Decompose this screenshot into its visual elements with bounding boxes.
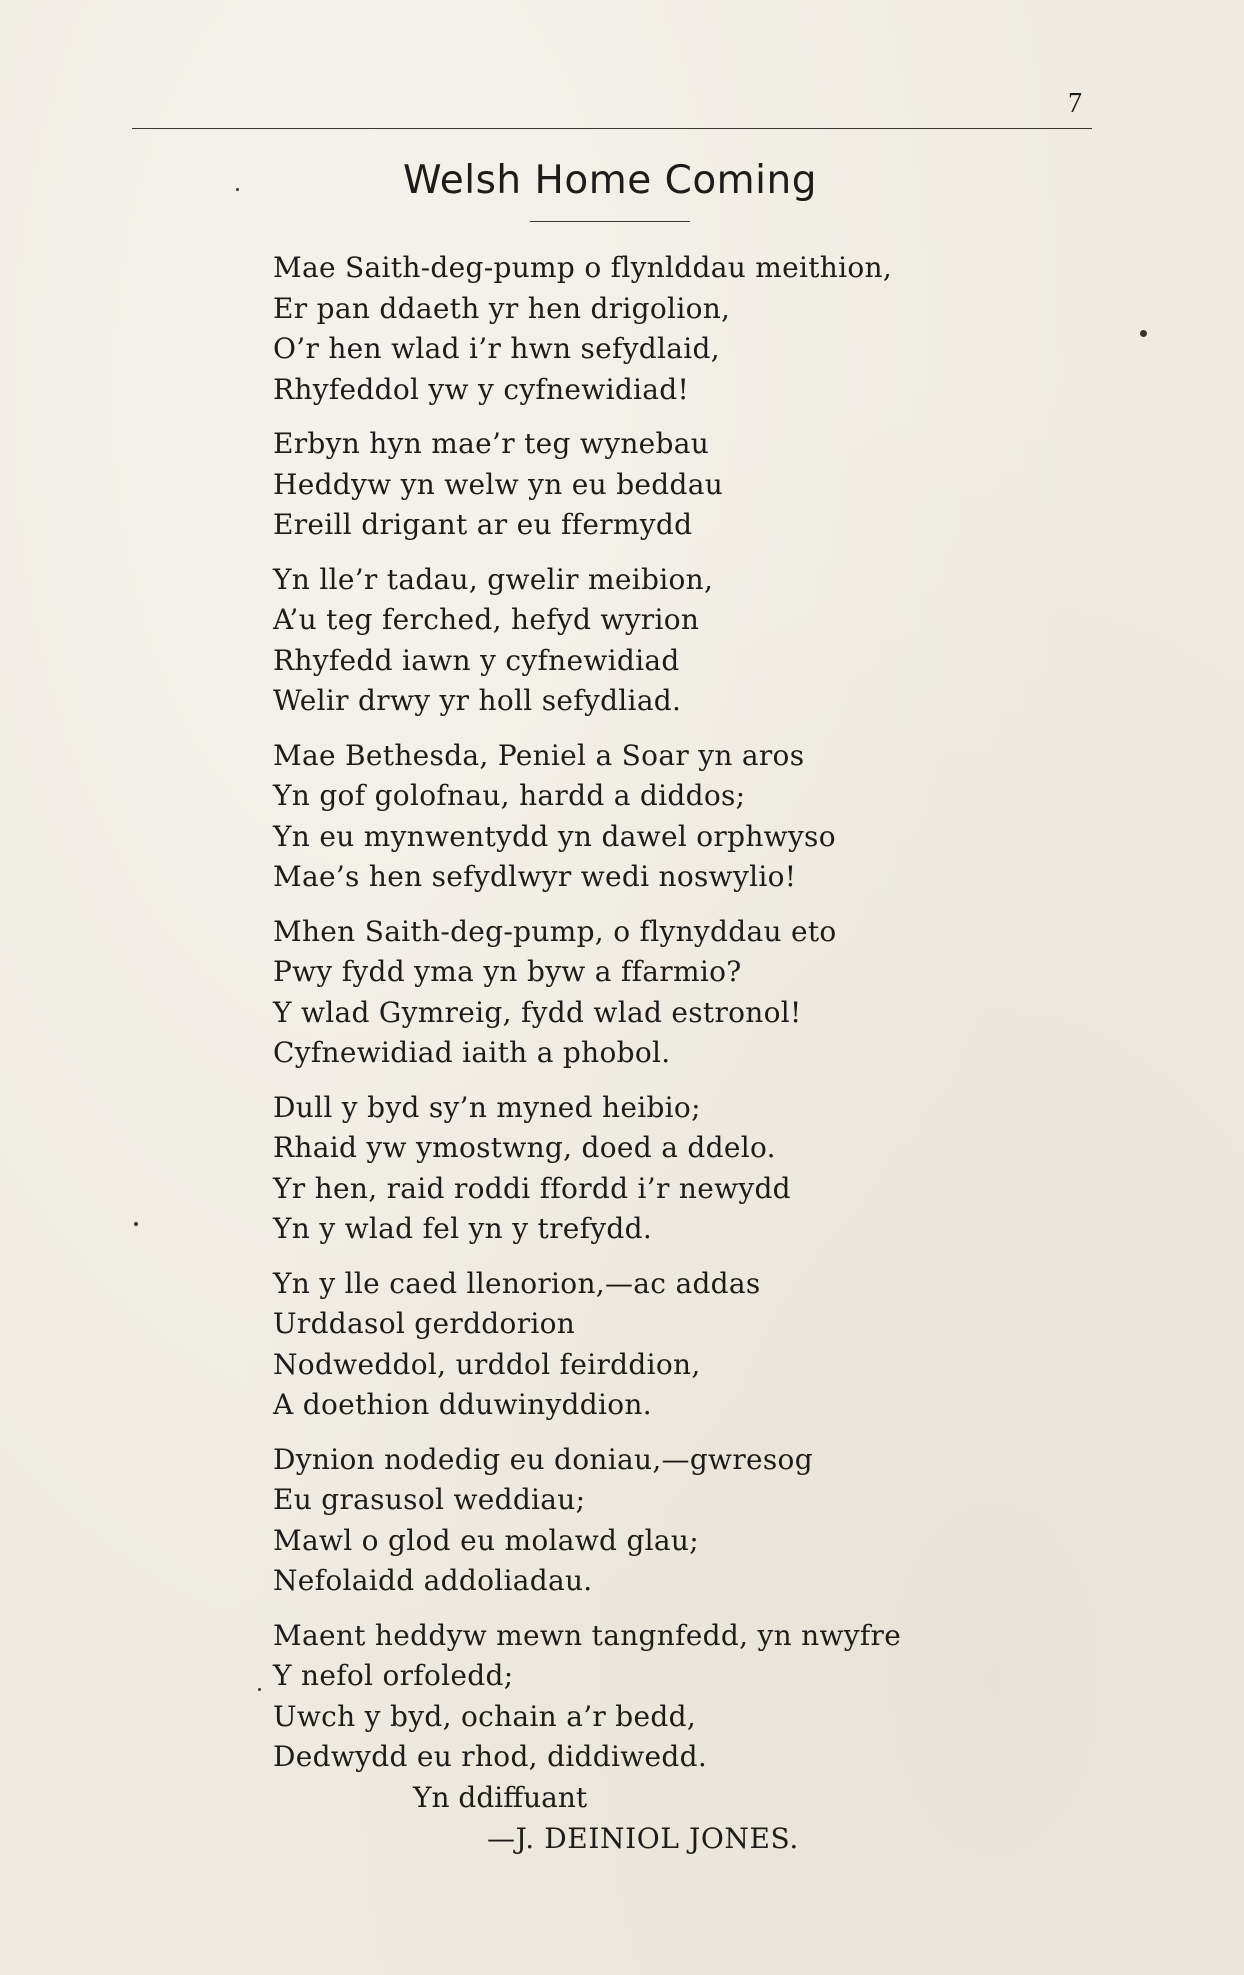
poem-line: Mae Bethesda, Peniel a Soar yn aros xyxy=(273,738,805,772)
poem-line: A doethion dduwinyddion. xyxy=(273,1388,652,1421)
stanza xyxy=(273,1440,1073,1602)
stanza xyxy=(273,912,1073,1074)
poem-line: Yn lle’r tadau, gwelir meibion, xyxy=(273,562,714,596)
closing-line: Yn ddiffuant xyxy=(413,1780,588,1814)
poem-line: Heddyw yn welw yn eu beddau xyxy=(273,467,724,501)
poem-line: Mae’s hen sefydlwyr wedi noswylio! xyxy=(273,860,797,893)
poem-line: Mae Saith-deg-pump o flynlddau meithion, xyxy=(273,251,893,284)
poem-line: Cyfnewidiad iaith a phobol. xyxy=(273,1036,671,1069)
poem-line: Pwy fydd yma yn byw a ffarmio? xyxy=(273,955,742,988)
poem-line: Yn y lle caed llenorion,—ac addas xyxy=(273,1266,761,1300)
stanza xyxy=(273,424,1073,546)
poem-line: Erbyn hyn mae’r teg wynebau xyxy=(273,427,710,460)
title-underline xyxy=(530,221,690,222)
paper-speck xyxy=(134,1222,138,1226)
poem-line: Dynion nodedig eu doniau,—gwresog xyxy=(273,1442,813,1476)
poem-line: Yr hen, raid roddi ffordd i’r newydd xyxy=(273,1171,791,1205)
author-signature: —J. DEINIOL JONES. xyxy=(487,1822,799,1855)
poem-line: Yn gof golofnau, hardd a diddos; xyxy=(273,779,746,812)
poem-line: Mhen Saith-deg-pump, o flynyddau eto xyxy=(273,914,837,948)
poem-line: Mawl o glod eu molawd glau; xyxy=(273,1523,699,1557)
poem-line: Maent heddyw mewn tangnfedd, yn nwyfre xyxy=(273,1618,902,1652)
poem-line: Ereill drigant ar eu ffermydd xyxy=(273,508,693,541)
poem-line: Rhaid yw ymostwng, doed a ddelo. xyxy=(273,1131,776,1164)
poem-body xyxy=(273,248,1073,1860)
poem-line: Er pan ddaeth yr hen drigolion, xyxy=(273,291,731,325)
poem-line: Rhyfeddol yw y cyfnewidiad! xyxy=(273,372,690,406)
paper-speck xyxy=(1140,330,1147,337)
poem-line: Urddasol gerddorion xyxy=(273,1307,576,1340)
stanza xyxy=(273,1616,1073,1778)
poem-line: Welir drwy yr holl sefydliad. xyxy=(273,684,682,717)
poem-line: O’r hen wlad i’r hwn sefydlaid, xyxy=(273,332,720,365)
poem-title: Welsh Home Coming xyxy=(402,158,817,203)
paper-speck xyxy=(258,1688,261,1691)
poem-line: Nodweddol, urddol feirddion, xyxy=(273,1347,701,1381)
stanza xyxy=(273,560,1073,722)
poem-line: Yn eu mynwentydd yn dawel orphwyso xyxy=(273,819,836,853)
poem-line: Uwch y byd, ochain a’r bedd, xyxy=(273,1699,697,1733)
poem-line: Rhyfedd iawn y cyfnewidiad xyxy=(273,643,680,677)
poem-line: Y nefol orfoledd; xyxy=(273,1659,514,1692)
poem-line: Nefolaidd addoliadau. xyxy=(273,1564,593,1597)
poem-line: Eu grasusol weddiau; xyxy=(273,1483,586,1516)
poem-line: Y wlad Gymreig, fydd wlad estronol! xyxy=(273,995,802,1029)
header-rule xyxy=(132,128,1092,129)
paper-speck xyxy=(236,188,239,191)
stanza xyxy=(273,1088,1073,1250)
poem-line: A’u teg ferched, hefyd wyrion xyxy=(273,603,700,636)
page-number: 7 xyxy=(1068,88,1082,119)
stanza xyxy=(273,736,1073,898)
stanza xyxy=(273,1264,1073,1426)
poem-line: Dull y byd sy’n myned heibio; xyxy=(273,1090,701,1124)
stanza xyxy=(273,248,1073,410)
poem-line: Dedwydd eu rhod, diddiwedd. xyxy=(273,1740,708,1773)
poem-line: Yn y wlad fel yn y trefydd. xyxy=(273,1212,653,1245)
